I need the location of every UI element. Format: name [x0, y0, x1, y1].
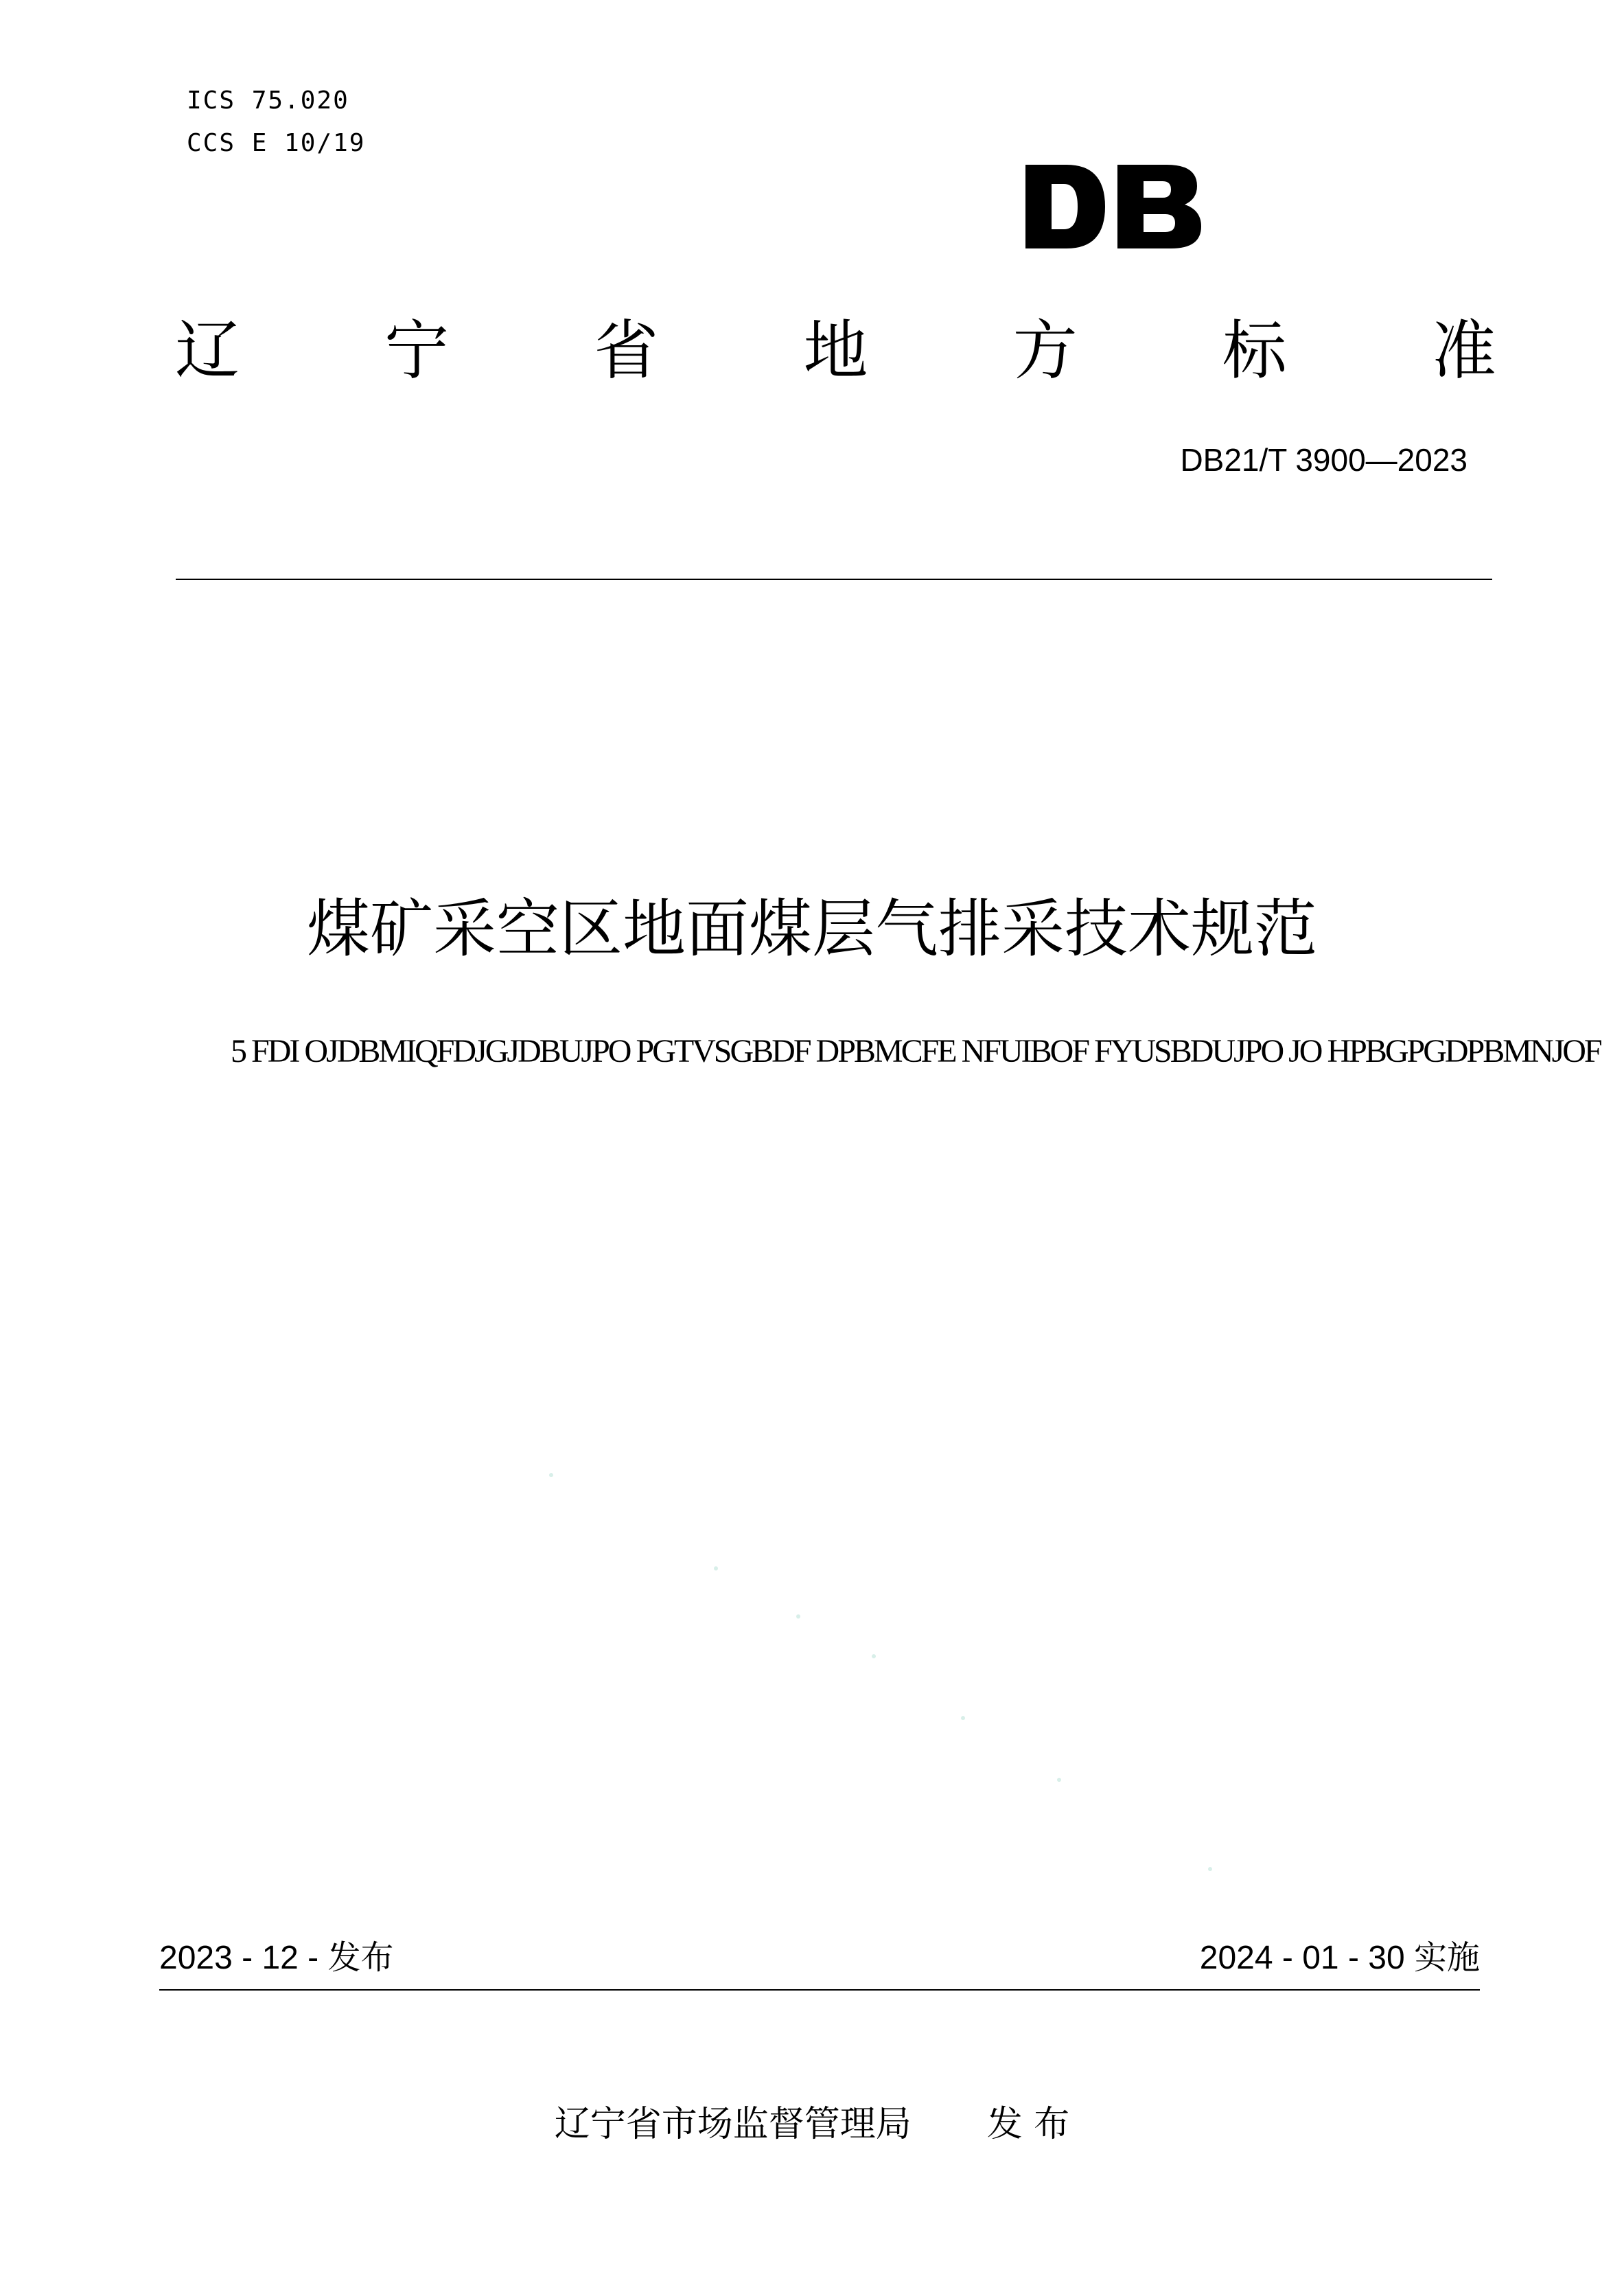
footer-divider — [159, 1989, 1480, 1991]
standard-type-char: 标 — [1222, 314, 1287, 389]
watermark-speck — [796, 1614, 800, 1619]
standard-type-heading — [175, 310, 1496, 393]
db-logo-icon — [1024, 163, 1203, 250]
db-standard-logo — [1024, 163, 1203, 250]
standard-type-char: 方 — [1012, 314, 1078, 389]
standard-type-char: 省 — [594, 314, 659, 389]
issuer-name: 辽宁省市场监督管理局 — [554, 2104, 912, 2145]
document-title: 煤矿采空区地面煤层气排采技术规范 — [306, 892, 1317, 966]
standard-type-char: 辽 — [175, 314, 240, 389]
issuer-action: 发 布 — [986, 2104, 1070, 2145]
standard-type-char: 宁 — [384, 314, 450, 389]
implementation-date: 2024 - 01 - 30 实施 — [1199, 1940, 1480, 1976]
standard-type-char: 地 — [803, 314, 868, 389]
watermark-speck — [1208, 1867, 1212, 1871]
ccs-code: CCS E 10/19 — [187, 129, 366, 157]
classification-codes — [187, 80, 365, 165]
document-english-title: 5 FDI OJDBMIQFDJGJDBUJPO PGTVSGBDF DPBMCFE NFUIBOF FYUSBDUJPO JO HPBGPGDPBMNJOF — [231, 1033, 1601, 1069]
ics-code: ICS 75.020 — [187, 86, 349, 115]
standard-code: DB21/T 3900—2023 — [1180, 442, 1468, 478]
standard-type-char: 准 — [1431, 314, 1496, 389]
watermark-speck — [714, 1566, 718, 1570]
watermark-speck — [872, 1654, 876, 1658]
watermark-speck — [961, 1716, 965, 1720]
watermark-speck — [1057, 1778, 1061, 1782]
watermark-speck — [549, 1473, 553, 1477]
issuer-line — [0, 2100, 1624, 2148]
header-divider — [176, 579, 1492, 580]
issue-date: 2023 - 12 - 发布 — [159, 1940, 394, 1976]
